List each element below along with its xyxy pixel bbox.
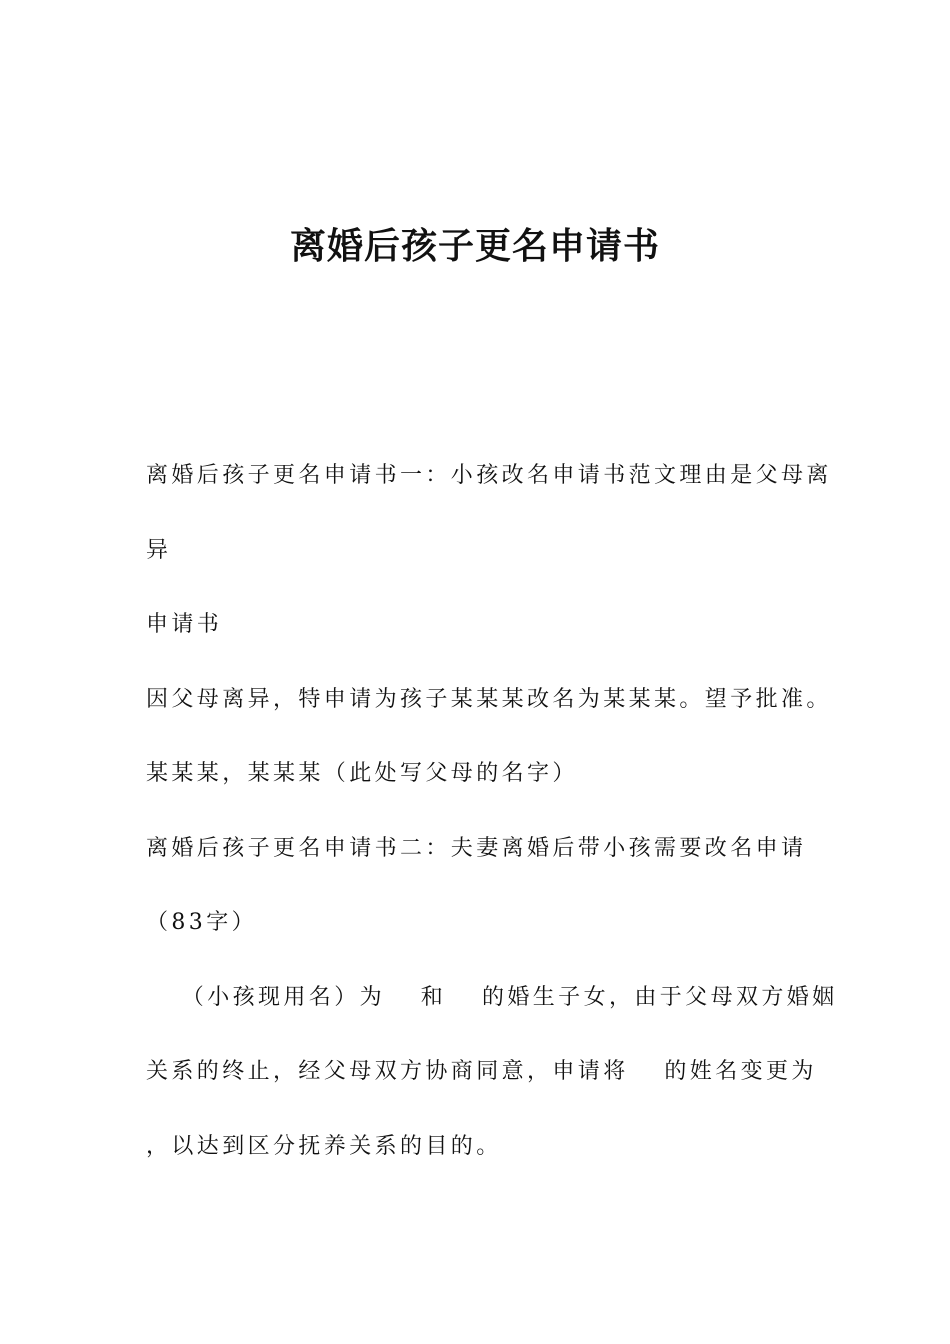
paragraph-line: 某某某，某某某（此处写父母的名字）: [146, 761, 578, 786]
document-body: [146, 452, 838, 1197]
paragraph-line: （83字）: [146, 910, 257, 935]
paragraph-line: 异: [146, 537, 172, 563]
paragraph-line: 关系的终止，经父母双方协商同意，申请将 的姓名变更为: [146, 1059, 817, 1084]
paragraph-line: 离婚后孩子更名申请书二：夫妻离婚后带小孩需要改名申请: [146, 835, 807, 861]
paragraph-line: 申请书: [146, 612, 223, 637]
paragraph-line: ，以达到区分抚养关系的目的。: [146, 1133, 502, 1159]
document-title: 离婚后孩子更名申请书: [289, 226, 660, 267]
paragraph-line: （小孩现用名）为 和 的婚生子女，由于父母双方婚姻: [146, 984, 838, 1010]
paragraph-line: 离婚后孩子更名申请书一：小孩改名申请书范文理由是父母离: [146, 463, 832, 488]
paragraph-line: 因父母离异，特申请为孩子某某某改名为某某某。望予批准。: [146, 686, 832, 712]
